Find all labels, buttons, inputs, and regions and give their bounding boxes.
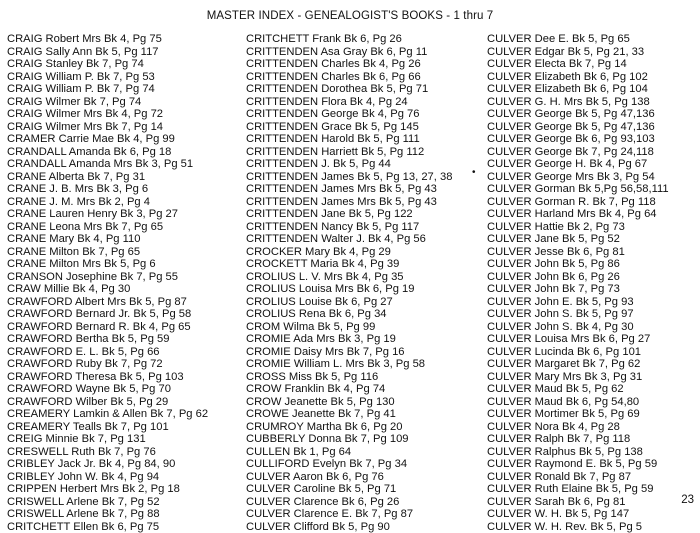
index-entry: CULVER Ralph Bk 7, Pg 118 bbox=[487, 433, 697, 446]
index-entry: CRITTENDEN James Mrs Bk 5, Pg 43 bbox=[246, 183, 481, 196]
index-entry: CULVER Hattie Bk 2, Pg 73 bbox=[487, 221, 697, 234]
index-entry: CRITTENDEN Jane Bk 5, Pg 122 bbox=[246, 208, 481, 221]
index-entry: CROWE Jeanette Bk 7, Pg 41 bbox=[246, 408, 481, 421]
index-column-2 bbox=[246, 33, 481, 533]
index-entry: CRANSON Josephine Bk 7, Pg 55 bbox=[7, 271, 242, 284]
index-entry: CROMIE Daisy Mrs Bk 7, Pg 16 bbox=[246, 346, 481, 359]
index-entry: CREAMERY Lamkin & Allen Bk 7, Pg 62 bbox=[7, 408, 242, 421]
index-entry: CROW Jeanette Bk 5, Pg 130 bbox=[246, 396, 481, 409]
index-entry: CULVER John S. Bk 4, Pg 30 bbox=[487, 321, 697, 334]
index-entry: CULVER W. H. Rev. Bk 5, Pg 5 bbox=[487, 521, 697, 533]
index-entry: CULVER Jane Bk 5, Pg 52 bbox=[487, 233, 697, 246]
index-entry: CULVER George H. Bk 4, Pg 67 bbox=[487, 158, 697, 171]
index-entry: CRANE Milton Bk 7, Pg 65 bbox=[7, 246, 242, 259]
index-entry: CRITTENDEN Grace Bk 5, Pg 145 bbox=[246, 121, 481, 134]
index-entry: CRAWFORD Bernard Jr. Bk 5, Pg 58 bbox=[7, 308, 242, 321]
index-entry: CROCKETT Maria Bk 4, Pg 39 bbox=[246, 258, 481, 271]
index-entry: CULVER Ruth Elaine Bk 5, Pg 59 bbox=[487, 483, 697, 496]
index-entry: CREAMERY Tealls Bk 7, Pg 101 bbox=[7, 421, 242, 434]
index-entry: CRITTENDEN Asa Gray Bk 6, Pg 11 bbox=[246, 46, 481, 59]
index-entry: CULVER John E. Bk 5, Pg 93 bbox=[487, 296, 697, 309]
index-entry: CRITTENDEN Dorothea Bk 5, Pg 71 bbox=[246, 83, 481, 96]
index-entry: CUBBERLY Donna Bk 7, Pg 109 bbox=[246, 433, 481, 446]
index-entry: CRANE Lauren Henry Bk 3, Pg 27 bbox=[7, 208, 242, 221]
index-entry: CRANDALL Amanda Mrs Bk 3, Pg 51 bbox=[7, 158, 242, 171]
index-entry: CROMIE Ada Mrs Bk 3, Pg 19 bbox=[246, 333, 481, 346]
index-column-3 bbox=[487, 33, 697, 533]
index-entry: CRAWFORD Wayne Bk 5, Pg 70 bbox=[7, 383, 242, 396]
index-entry: CRISWELL Arlene Bk 7, Pg 88 bbox=[7, 508, 242, 521]
index-entry: CRITTENDEN Harold Bk 5, Pg 111 bbox=[246, 133, 481, 146]
index-entry: CRANE Milton Mrs Bk 5, Pg 6 bbox=[7, 258, 242, 271]
index-entry: CRAWFORD Bernard R. Bk 4, Pg 65 bbox=[7, 321, 242, 334]
index-entry: CULVER Aaron Bk 6, Pg 76 bbox=[246, 471, 481, 484]
index-entry: CULVER Mortimer Bk 5, Pg 69 bbox=[487, 408, 697, 421]
index-entry: CULVER Gorman Bk 5,Pg 56,58,111 bbox=[487, 183, 697, 196]
index-entry: CRITTENDEN Walter J. Bk 4, Pg 56 bbox=[246, 233, 481, 246]
index-entry: CULVER Ralphus Bk 5, Pg 138 bbox=[487, 446, 697, 459]
index-entry: CRISWELL Arlene Bk 7, Pg 52 bbox=[7, 496, 242, 509]
index-entry: CROSS Miss Bk 5, Pg 116 bbox=[246, 371, 481, 384]
index-entry: CRANE J. B. Mrs Bk 3, Pg 6 bbox=[7, 183, 242, 196]
index-entry: CRAIG Robert Mrs Bk 4, Pg 75 bbox=[7, 33, 242, 46]
index-entry: CRUMROY Martha Bk 6, Pg 20 bbox=[246, 421, 481, 434]
index-entry: CRAIG William P. Bk 7, Pg 74 bbox=[7, 83, 242, 96]
index-entry: CRITTENDEN George Bk 4, Pg 76 bbox=[246, 108, 481, 121]
index-entry: CULVER Harland Mrs Bk 4, Pg 64 bbox=[487, 208, 697, 221]
index-entry: CROW Franklin Bk 4, Pg 74 bbox=[246, 383, 481, 396]
index-entry: CULVER Caroline Bk 5, Pg 71 bbox=[246, 483, 481, 496]
index-entry: CRIBLEY Jack Jr. Bk 4, Pg 84, 90 bbox=[7, 458, 242, 471]
index-entry: CRAWFORD E. L. Bk 5, Pg 66 bbox=[7, 346, 242, 359]
index-entry: CRITCHETT Ellen Bk 6, Pg 75 bbox=[7, 521, 242, 533]
index-entry: CULVER Sarah Bk 6, Pg 81 bbox=[487, 496, 697, 509]
index-entry: CRITTENDEN Harriett Bk 5, Pg 112 bbox=[246, 146, 481, 159]
page-number: 23 bbox=[681, 494, 694, 506]
index-entry: CULVER Maud Bk 5, Pg 62 bbox=[487, 383, 697, 396]
index-entry: CULVER Dee E. Bk 5, Pg 65 bbox=[487, 33, 697, 46]
index-entry: CRITTENDEN Charles Bk 6, Pg 66 bbox=[246, 71, 481, 84]
index-entry: CRAIG William P. Bk 7, Pg 53 bbox=[7, 71, 242, 84]
index-entry: CROMIE William L. Mrs Bk 3, Pg 58 bbox=[246, 358, 481, 371]
index-entry: CRITTENDEN James Bk 5, Pg 13, 27, 38 bbox=[246, 171, 481, 184]
index-entry: CRESWELL Ruth Bk 7, Pg 76 bbox=[7, 446, 242, 459]
index-entry: CULVER John Bk 7, Pg 73 bbox=[487, 283, 697, 296]
index-entry: CRAWFORD Wilber Bk 5, Pg 29 bbox=[7, 396, 242, 409]
index-entry: CROM Wilma Bk 5, Pg 99 bbox=[246, 321, 481, 334]
index-entry: CULVER John Bk 5, Pg 86 bbox=[487, 258, 697, 271]
index-entry: CULVER Clifford Bk 5, Pg 90 bbox=[246, 521, 481, 533]
index-entry: CULVER Lucinda Bk 6, Pg 101 bbox=[487, 346, 697, 359]
index-entry: CROCKER Mary Bk 4, Pg 29 bbox=[246, 246, 481, 259]
index-entry: CRAW Millie Bk 4, Pg 30 bbox=[7, 283, 242, 296]
index-entry: CULVER Clarence Bk 6, Pg 26 bbox=[246, 496, 481, 509]
index-entry: CULVER Raymond E. Bk 5, Pg 59 bbox=[487, 458, 697, 471]
index-entry: CRITTENDEN James Mrs Bk 5, Pg 43 bbox=[246, 196, 481, 209]
index-entry: CRANE Alberta Bk 7, Pg 31 bbox=[7, 171, 242, 184]
index-entry: CRAIG Stanley Bk 7, Pg 74 bbox=[7, 58, 242, 71]
index-entry: CULVER G. H. Mrs Bk 5, Pg 138 bbox=[487, 96, 697, 109]
index-entry: CULVER George Bk 7, Pg 24,118 bbox=[487, 146, 697, 159]
index-entry: CRAWFORD Ruby Bk 7, Pg 72 bbox=[7, 358, 242, 371]
index-entry: CULVER George Bk 5, Pg 47,136 bbox=[487, 108, 697, 121]
index-entry: CROLIUS Louise Bk 6, Pg 27 bbox=[246, 296, 481, 309]
index-entry: CRAIG Wilmer Mrs Bk 4, Pg 72 bbox=[7, 108, 242, 121]
index-entry: CRANDALL Amanda Bk 6, Pg 18 bbox=[7, 146, 242, 159]
index-entry: CRITCHETT Frank Bk 6, Pg 26 bbox=[246, 33, 481, 46]
index-column-1 bbox=[7, 33, 242, 533]
index-entry: CULVER John S. Bk 5, Pg 97 bbox=[487, 308, 697, 321]
index-entry: CULVER Clarence E. Bk 7, Pg 87 bbox=[246, 508, 481, 521]
index-entry: CRAIG Sally Ann Bk 5, Pg 117 bbox=[7, 46, 242, 59]
index-entry: CULVER Elizabeth Bk 6, Pg 102 bbox=[487, 71, 697, 84]
index-entry: CRITTENDEN J. Bk 5, Pg 44 bbox=[246, 158, 481, 171]
index-entry: CRAIG Wilmer Bk 7, Pg 74 bbox=[7, 96, 242, 109]
index-entry: CULVER George Mrs Bk 3, Pg 54 bbox=[487, 171, 697, 184]
index-entry: CULVER John Bk 6, Pg 26 bbox=[487, 271, 697, 284]
index-entry: CULVER Margaret Bk 7, Pg 62 bbox=[487, 358, 697, 371]
index-entry: CULVER Ronald Bk 7, Pg 87 bbox=[487, 471, 697, 484]
index-entry: CRANE Mary Bk 4, Pg 110 bbox=[7, 233, 242, 246]
index-entry: CULVER George Bk 5, Pg 47,136 bbox=[487, 121, 697, 134]
index-entry: CULVER Gorman R. Bk 7, Pg 118 bbox=[487, 196, 697, 209]
index-entry: CRAIG Wilmer Mrs Bk 7, Pg 14 bbox=[7, 121, 242, 134]
index-entry: CULVER Jesse Bk 6, Pg 81 bbox=[487, 246, 697, 259]
index-entry: CRAWFORD Albert Mrs Bk 5, Pg 87 bbox=[7, 296, 242, 309]
index-entry: CULVER George Bk 6, Pg 93,103 bbox=[487, 133, 697, 146]
index-entry: CRAWFORD Theresa Bk 5, Pg 103 bbox=[7, 371, 242, 384]
index-entry: CULVER Maud Bk 6, Pg 54,80 bbox=[487, 396, 697, 409]
margin-bullet-mark: • bbox=[472, 167, 476, 178]
index-entry: CRITTENDEN Flora Bk 4, Pg 24 bbox=[246, 96, 481, 109]
index-entry: CULLEN Bk 1, Pg 64 bbox=[246, 446, 481, 459]
index-entry: CULVER Elizabeth Bk 6, Pg 104 bbox=[487, 83, 697, 96]
index-entry: CROLIUS L. V. Mrs Bk 4, Pg 35 bbox=[246, 271, 481, 284]
index-entry: CRITTENDEN Nancy Bk 5, Pg 117 bbox=[246, 221, 481, 234]
index-entry: CROLIUS Rena Bk 6, Pg 34 bbox=[246, 308, 481, 321]
index-entry: CULVER Louisa Mrs Bk 6, Pg 27 bbox=[487, 333, 697, 346]
page-title: MASTER INDEX - GENEALOGIST'S BOOKS - 1 thru 7 bbox=[0, 10, 700, 22]
index-entry: CULLIFORD Evelyn Bk 7, Pg 34 bbox=[246, 458, 481, 471]
index-entry: CRIBLEY John W. Bk 4, Pg 94 bbox=[7, 471, 242, 484]
index-entry: CRAMER Carrie Mae Bk 4, Pg 99 bbox=[7, 133, 242, 146]
index-entry: CRANE J. M. Mrs Bk 2, Pg 4 bbox=[7, 196, 242, 209]
index-entry: CROLIUS Louisa Mrs Bk 6, Pg 19 bbox=[246, 283, 481, 296]
index-entry: CULVER W. H. Bk 5, Pg 147 bbox=[487, 508, 697, 521]
index-entry: CULVER Nora Bk 4, Pg 28 bbox=[487, 421, 697, 434]
index-entry: CREIG Minnie Bk 7, Pg 131 bbox=[7, 433, 242, 446]
index-entry: CULVER Edgar Bk 5, Pg 21, 33 bbox=[487, 46, 697, 59]
index-entry: CRANE Leona Mrs Bk 7, Pg 65 bbox=[7, 221, 242, 234]
index-entry: CULVER Mary Mrs Bk 3, Pg 31 bbox=[487, 371, 697, 384]
index-entry: CRIPPEN Herbert Mrs Bk 2, Pg 18 bbox=[7, 483, 242, 496]
index-entry: CRITTENDEN Charles Bk 4, Pg 26 bbox=[246, 58, 481, 71]
index-entry: CRAWFORD Bertha Bk 5, Pg 59 bbox=[7, 333, 242, 346]
index-entry: CULVER Electa Bk 7, Pg 14 bbox=[487, 58, 697, 71]
